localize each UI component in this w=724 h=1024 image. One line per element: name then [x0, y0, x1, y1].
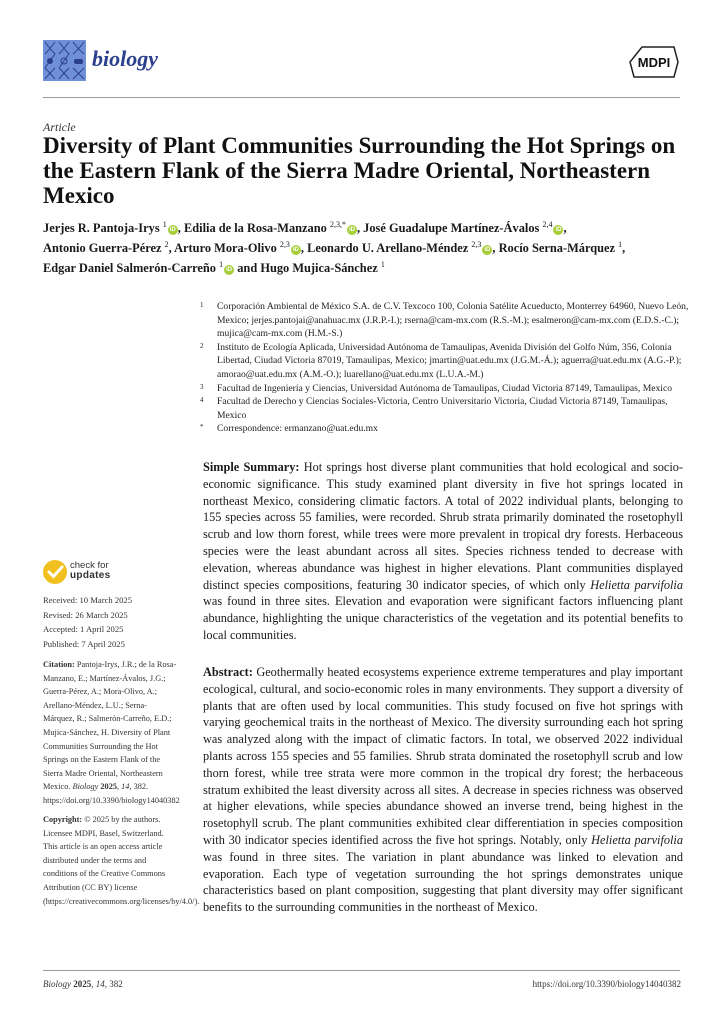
- orcid-icon[interactable]: iD: [348, 227, 355, 233]
- orcid-icon[interactable]: iD: [484, 247, 491, 253]
- author-affiliation: 2,3,*: [329, 219, 346, 229]
- author-name: Antonio Guerra-Pérez: [43, 241, 162, 255]
- footer-journal: Biology: [43, 979, 71, 989]
- author-list: Jerjes R. Pantoja-Irys $^1$iD , Edilia de la Rosa-Manzano $^{2,3,*}$iD , José Guadalupe Martínez-Ávalos $^{2,4}$iD , Antonio Guerra-Pérez $^2$, Arturo Mora-Olivo $^{2,3}$iD , Leonardo U. Arellano-Méndez $^{2,3}$iD , Rocío Serna-Márquez $^1$, Edgar Daniel Salmerón-Carreño $^1$iD and Hugo Mujica-Sánchez $^1$: [43, 219, 626, 275]
- author-name: Hugo Mujica-Sánchez: [260, 261, 378, 275]
- author-affiliation: 2,3: [279, 239, 290, 249]
- article-title: Diversity of Plant Communities Surrounding the Hot Springs on the Eastern Flank of the Sierra Madre Oriental, Northeastern Mexico: [43, 133, 676, 208]
- orcid-icon[interactable]: iD: [226, 267, 233, 273]
- article-type: Article: [43, 120, 76, 134]
- affiliation-text: Facultad de Ingeniería y Ciencias, Universidad Autónoma de Tamaulipas, Ciudad Victoria 87149, Tamaulipas, Mexico: [217, 382, 673, 394]
- author-name: Edilia de la Rosa-Manzano: [183, 221, 327, 235]
- footer-article-no: , 382: [104, 979, 123, 989]
- affiliation-number: 4: [200, 396, 204, 405]
- date-received: Received: 10 March 2025: [43, 595, 133, 605]
- author-affiliation: 2,4: [542, 219, 553, 229]
- copyright: [43, 813, 200, 908]
- summary-species: Helietta parvifolia: [590, 577, 683, 592]
- mdpi-logo-text: MDPI: [637, 55, 671, 70]
- author-affiliation: 2: [164, 239, 169, 249]
- affiliation-number: 3: [200, 382, 204, 391]
- copyright-text: © 2025 by the authors. Licensee MDPI, Basel, Switzerland. This article is an open access article distributed under the terms and conditions of the Creative Commons Attribution (CC BY) license (https://creativecommons.org/licenses/by/4.0/).: [43, 815, 200, 906]
- check-for-updates-button[interactable]: [43, 560, 163, 586]
- footer-volume: 14: [95, 979, 105, 989]
- affiliation-item: [200, 422, 690, 436]
- mdpi-logo: [628, 44, 680, 80]
- affiliation-number: 1: [200, 301, 204, 309]
- header-divider: [43, 97, 680, 98]
- citation-doi[interactable]: , 382. https://doi.org/10.3390/biology14040382: [43, 782, 180, 805]
- affiliations: [200, 300, 690, 436]
- author-affiliation: 1: [162, 219, 167, 229]
- author-affiliation: 1: [219, 259, 224, 269]
- affiliation-text: Facultad de Derecho y Ciencias Sociales-Victoria, Centro Universitario Victoria, Ciudad Victoria 87149, Tamaulipas, Mexico: [217, 396, 668, 421]
- abstract-label: Abstract:: [203, 665, 253, 679]
- summary-label: Simple Summary:: [203, 460, 300, 474]
- citation-label: Citation:: [43, 660, 75, 669]
- date-revised: Revised: 26 March 2025: [43, 609, 128, 620]
- affiliation-text: Correspondence: ermanzano@uat.edu.mx: [217, 423, 378, 435]
- summary-text-2: was found in three sites. Elevation and evaporation were significant factors influencing plant abundance, highlighting the unique characteristics of the vegetation and its potential benefits to local communities.: [203, 594, 683, 642]
- author-name: José Guadalupe Martínez-Ávalos: [363, 221, 540, 235]
- affiliation-text: Corporación Ambiental de México S.A. de C.V. Texcoco 100, Colonia Satélite Acueducto, Monterrey 64960, Nuevo León, Mexico; jerjes.pantojai@anahuac.mx (J.R.P.-I.); rserna@cam-mx.com (R.S.-M.); esalmeron@cam-mx.com (E.D.S.-C.); mujica@cam-mx.com (H.M.-S.): [217, 301, 689, 340]
- orcid-icon[interactable]: iD: [169, 227, 176, 233]
- affiliation-item: [200, 341, 690, 382]
- abstract-text-1: Geothermally heated ecosystems experience extreme temperatures and play important ecological, cultural, and socio-economic roles in many environments. They support a diversity of plants that are often used by local communities. This study focused on five hot springs with varying geochemical traits in the northeast of Mexico. The diversity surrounding each hot spring was analyzed along with the impact of climatic factors. In total, we observed 2022 individual plants across 155 species and 55 families. Shrub strata dominated the rosetophyll scrub and low thorn forest, while tree strata were more common in the tropical dry forest; the herbaceous stratum exhibited the least diversity across all sites. A decrease in species richness was observed at higher elevations, while species abundance showed an inverse trend, being highest in the rosetophyll scrub. The plant communities exhibited clear differentiation in species composition with 30 indicator species identified across the five hot springs. Notably, only: [203, 665, 683, 847]
- footer-doi-link[interactable]: https://doi.org/10.3390/biology14040382: [532, 979, 681, 989]
- date-accepted: Accepted: 1 April 2025: [43, 624, 124, 635]
- author-name: Arturo Mora-Olivo: [174, 241, 277, 255]
- date-published: Published: 7 April 2025: [43, 638, 125, 649]
- author-name: Leonardo U. Arellano-Méndez: [307, 241, 469, 255]
- citation-journal: Biology: [72, 782, 99, 792]
- copyright-label: Copyright:: [43, 815, 83, 824]
- footer-divider: [43, 970, 680, 971]
- author-affiliation: 1: [618, 239, 623, 249]
- abstract-species: Helietta parvifolia: [591, 832, 683, 847]
- abstract: [203, 664, 683, 916]
- citation-text: Pantoja-Irys, J.R.; de la Rosa-Manzano, E.; Martínez-Ávalos, J.G.; Guerra-Pérez, A.; Mora-Olivo, A.; Arellano-Méndez, L.U.; Serna-Márquez, R.; Salmerón-Carreño, E.D.; Mujica-Sánchez, H. Diversity of Plant Communities Surrounding the Hot Springs on the Eastern Flank of the Sierra Madre Oriental, Northeastern Mexico.: [43, 660, 177, 792]
- author-affiliation: 1: [380, 259, 385, 269]
- affiliation-item: [200, 382, 690, 396]
- footer-year: 2025: [73, 979, 92, 989]
- orcid-icon[interactable]: iD: [292, 247, 299, 253]
- affiliation-text: Instituto de Ecología Aplicada, Universidad Autónoma de Tamaulipas, Avenida División del Golfo Núm, 356, Colonia Libertad, Ciudad Victoria 87019, Tamaulipas, Mexico; jmartin@uat.edu.mx (J.G.M.-Á.); aguerra@uat.edu.mx (A.G.-P.); amorao@uat.edu.mx (A.M.-O.); luarellano@uat.edu.mx (L.U.A.-M.): [217, 341, 682, 380]
- affiliation-number: 2: [200, 341, 204, 350]
- orcid-icon[interactable]: iD: [555, 227, 562, 233]
- updates-line1: check for: [70, 560, 109, 571]
- citation-volume: 14: [121, 782, 130, 792]
- citation-year: 2025: [100, 782, 117, 792]
- author-name: Edgar Daniel Salmerón-Carreño: [43, 261, 217, 275]
- author-name: Jerjes R. Pantoja-Irys: [43, 221, 160, 235]
- affiliation-item: [200, 395, 690, 422]
- abstract-text-2: was found in three sites. The variation in plant abundance was linked to elevation and evaporation. Each type of vegetation surrounding the hot springs demonstrates unique characteristics based on plant composition, suggesting that plant diversity may offer significant benefits to the surrounding communities in the northeast of Mexico.: [203, 849, 683, 915]
- footer-citation: Biology 2025, 14, 382: [43, 979, 123, 989]
- citation: Citation: Pantoja-Irys, J.R.; de la Rosa-Manzano, E.; Martínez-Ávalos, J.G.; Guerra-Pérez, A.; Mora-Olivo, A.; Arellano-Méndez, L.U.; Serna-Márquez, R.; Salmerón-Carreño, E.D.; Mujica-Sánchez, H. Diversity of Plant Communities Surrounding the Hot Springs on the Eastern Flank of the Sierra Madre Oriental, Northeastern Mexico. Biology 2025, 14, 382. https://doi.org/10.3390/biology14040382: [43, 660, 180, 805]
- updates-line2: updates: [70, 570, 111, 581]
- summary-text-1: Hot springs host diverse plant communities that hold ecological and socio-economic significance. This study examined plant diversity in five hot springs located in northeast Mexico, considering climatic factors. A total of 2022 individual plants, belonging to 155 species across 55 families, were recorded. Shrub strata primarily dominated the rosetophyll scrub and low thorn forest, while trees were more prevalent in tropical dry forests. Herbaceous species were the least abundant across all sites. Species richness tended to decrease with elevation, whereas abundance was highest in higher elevations. Plant communities displayed distinct species compositions, featuring 30 indicator species, of which only: [203, 460, 683, 592]
- publication-dates: [43, 593, 132, 651]
- author-and: and: [237, 261, 258, 275]
- checkmark-icon: [43, 560, 67, 584]
- journal-logo-icon: [43, 40, 86, 81]
- author-name: Rocío Serna-Márquez: [498, 241, 616, 255]
- affiliation-number: *: [200, 423, 204, 432]
- journal-name: biology: [92, 46, 158, 71]
- author-affiliation: 2,3: [471, 239, 482, 249]
- simple-summary: [203, 459, 683, 644]
- affiliation-item: [200, 300, 690, 341]
